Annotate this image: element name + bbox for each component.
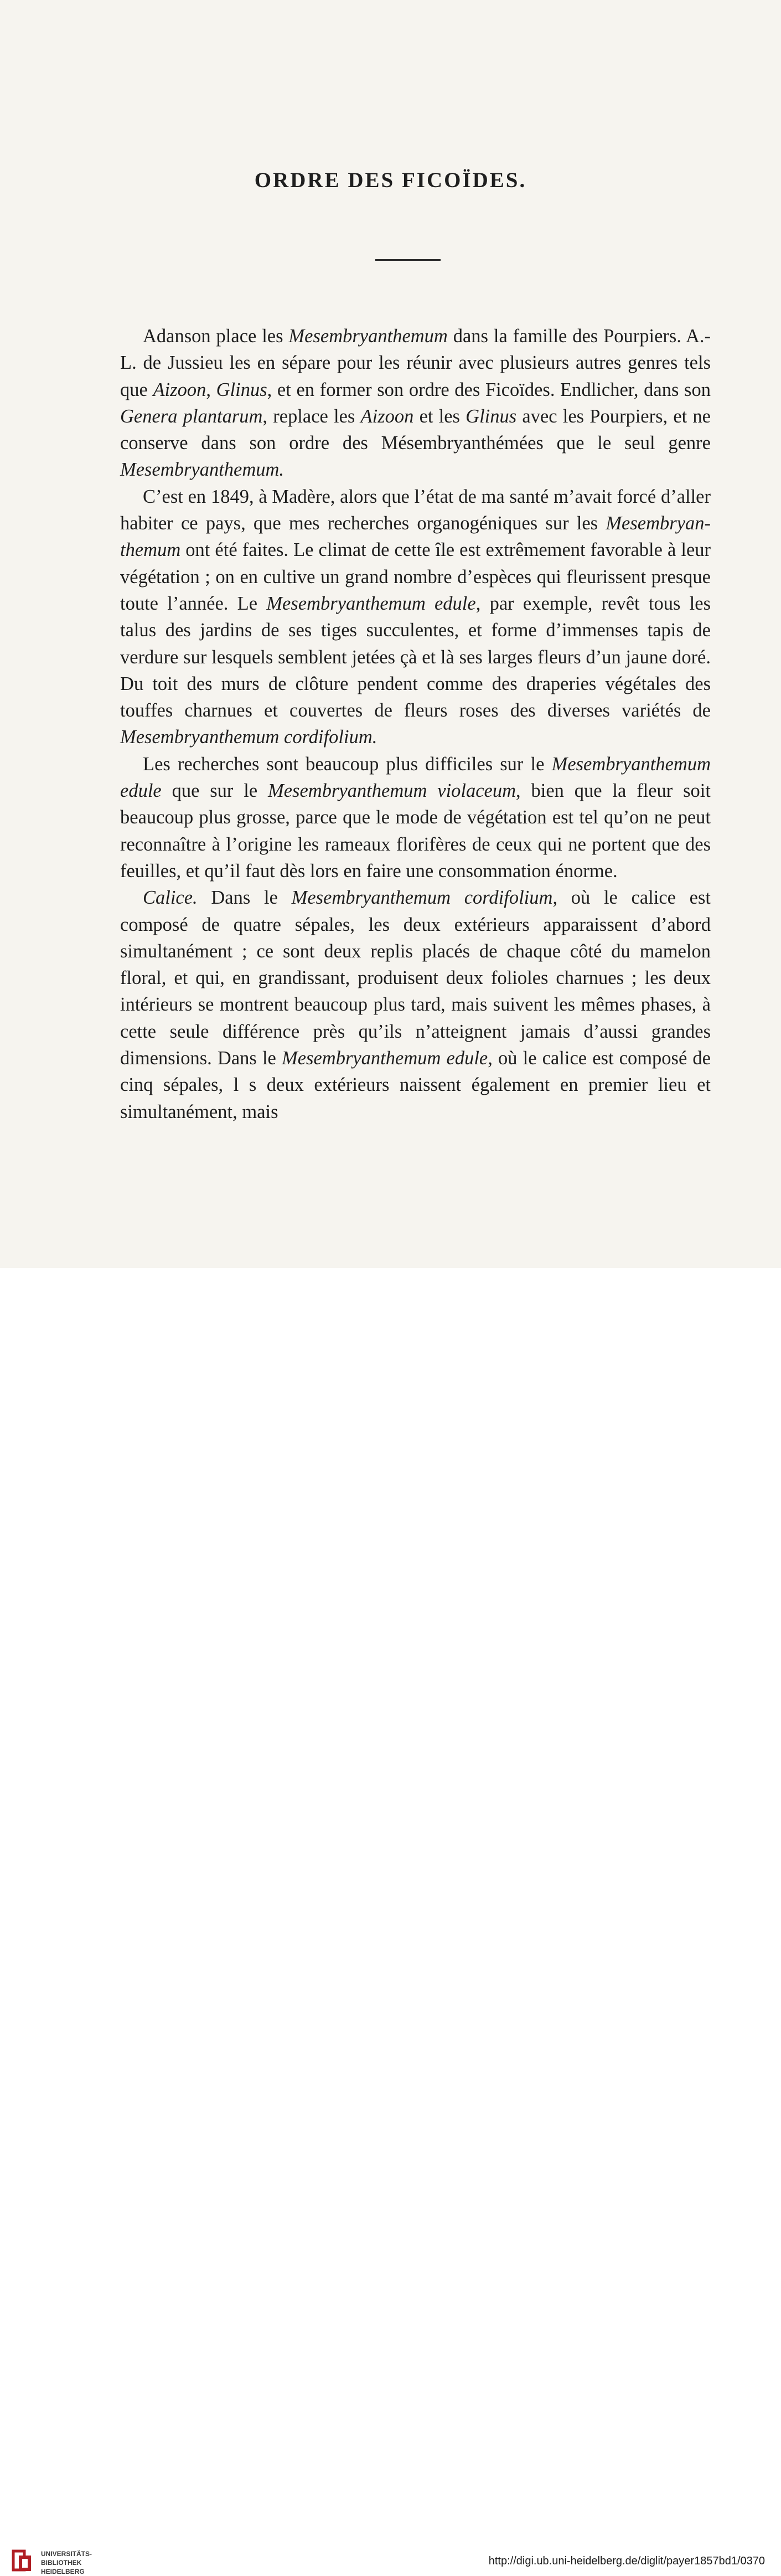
university-library-logo — [11, 2549, 35, 2573]
text-run: , où le calice est composé de quatre sépales, les deux extérieurs apparaissent d’abord simultanément ; ce sont deux replis placés de chaque côté du mamelon floral, et qui, en grandissant, produisent deux folioles charnues ; les deux intérieurs se montrent beaucoup plus tard, mais suivent les mêmes phases, à cette seule différence près qu’ils n’atteignent jamais d’aussi grandes dimensions. Dans le — [120, 887, 711, 1069]
paragraph — [120, 751, 711, 884]
italic-run: Mesembryanthemum violaceum — [267, 780, 516, 802]
italic-run: Glinus — [466, 405, 517, 427]
text-run: , et en former son ordre des Ficoïdes. Endlicher, dans son — [267, 379, 711, 400]
italic-run: Glinus — [216, 379, 267, 400]
text-run: et les — [413, 405, 466, 427]
italic-run: Mesembryanthemum edule — [266, 593, 476, 614]
text-run: , où le calice est composé de cinq sépales, l s deux extérieurs naissent également en premier lieu et simultanément, mais — [120, 1048, 711, 1122]
text-run: , bien que la fleur soit beaucoup plus grosse, parce que le mode de végétation est tel qu’on ne peut reconnaître à l’origine les rameaux florifères de ceux qui ne portent que des feuilles, et qu’il faut dès lors en faire une consommation énorme. — [120, 780, 711, 882]
library-name-line: UNIVERSITÄTS- — [41, 2550, 92, 2558]
italic-run: Calice. — [143, 887, 198, 909]
text-run: ont été faites. Le climat de cette île est extrêmement favorable à leur végétation ; on en cultive un grand nombre d’espèces qui fleurissent presque toute l’année. Le — [120, 539, 711, 614]
text-run: , par exemple, revêt tous les talus des jardins de ses tiges succulentes, et forme d’immenses tapis de verdure sur lesquels semblent jetées çà et là ses larges fleurs d’un jaune doré. Du toit des murs de clôture pendent comme des draperies végétales des touffes charnues et couvertes de fleurs roses des diverses variétés de — [120, 593, 711, 722]
italic-run: Mesembryanthemum edule — [281, 1048, 488, 1069]
chapter-title: ORDRE DES FICOÏDES. — [254, 168, 527, 192]
italic-run: Mesembryanthemum cordifolium. — [120, 727, 377, 748]
text-run: , — [206, 379, 216, 400]
text-run: Les recherches sont beaucoup plus difficiles sur le — [143, 753, 552, 775]
paragraph — [120, 323, 711, 483]
text-run: C’est en 1849, à Madère, alors que l’état de ma santé m’avait forcé d’aller habiter ce pays, que mes recherches organogéniques sur les — [120, 486, 711, 534]
paragraph — [120, 884, 711, 1125]
source-url[interactable]: http://digi.ub.uni-heidelberg.de/diglit/payer1857bd1/0370 — [488, 2555, 765, 2567]
library-name — [41, 2549, 92, 2576]
library-name-line: BIBLIOTHEK — [41, 2559, 82, 2567]
italic-run: Mesembryanthemum — [288, 326, 448, 347]
italic-run: Mesembryanthemum cordifolium — [291, 887, 553, 909]
text-run: Adanson place les — [143, 326, 289, 347]
title-divider — [375, 259, 441, 261]
italic-run: Aizoon — [153, 379, 206, 400]
body-text — [120, 323, 711, 1125]
italic-run: Genera plantarum — [120, 405, 263, 427]
text-run: avec les Pourpiers, et ne conserve dans son ordre des Mésembryanthémées que le seul genre — [120, 405, 711, 454]
text-run: Dans le — [197, 887, 292, 909]
italic-run: Mesembryanthemum. — [120, 459, 285, 481]
text-run: dans la famille des Pourpiers. A.-L. de Jussieu les en sépare pour les réunir avec plusieurs autres genres tels que — [120, 326, 711, 400]
italic-run: Aizoon — [360, 405, 414, 427]
footer-bar — [0, 1268, 781, 2575]
scanned-page — [0, 0, 781, 1268]
library-name-line: HEIDELBERG — [41, 2568, 85, 2575]
italic-run: Mesembryanthemum edule — [120, 753, 711, 802]
text-run: que sur le — [161, 780, 268, 802]
italic-run: Mesembryan-themum — [120, 513, 711, 561]
paragraph — [120, 483, 711, 751]
text-run: , replace les — [262, 405, 361, 427]
